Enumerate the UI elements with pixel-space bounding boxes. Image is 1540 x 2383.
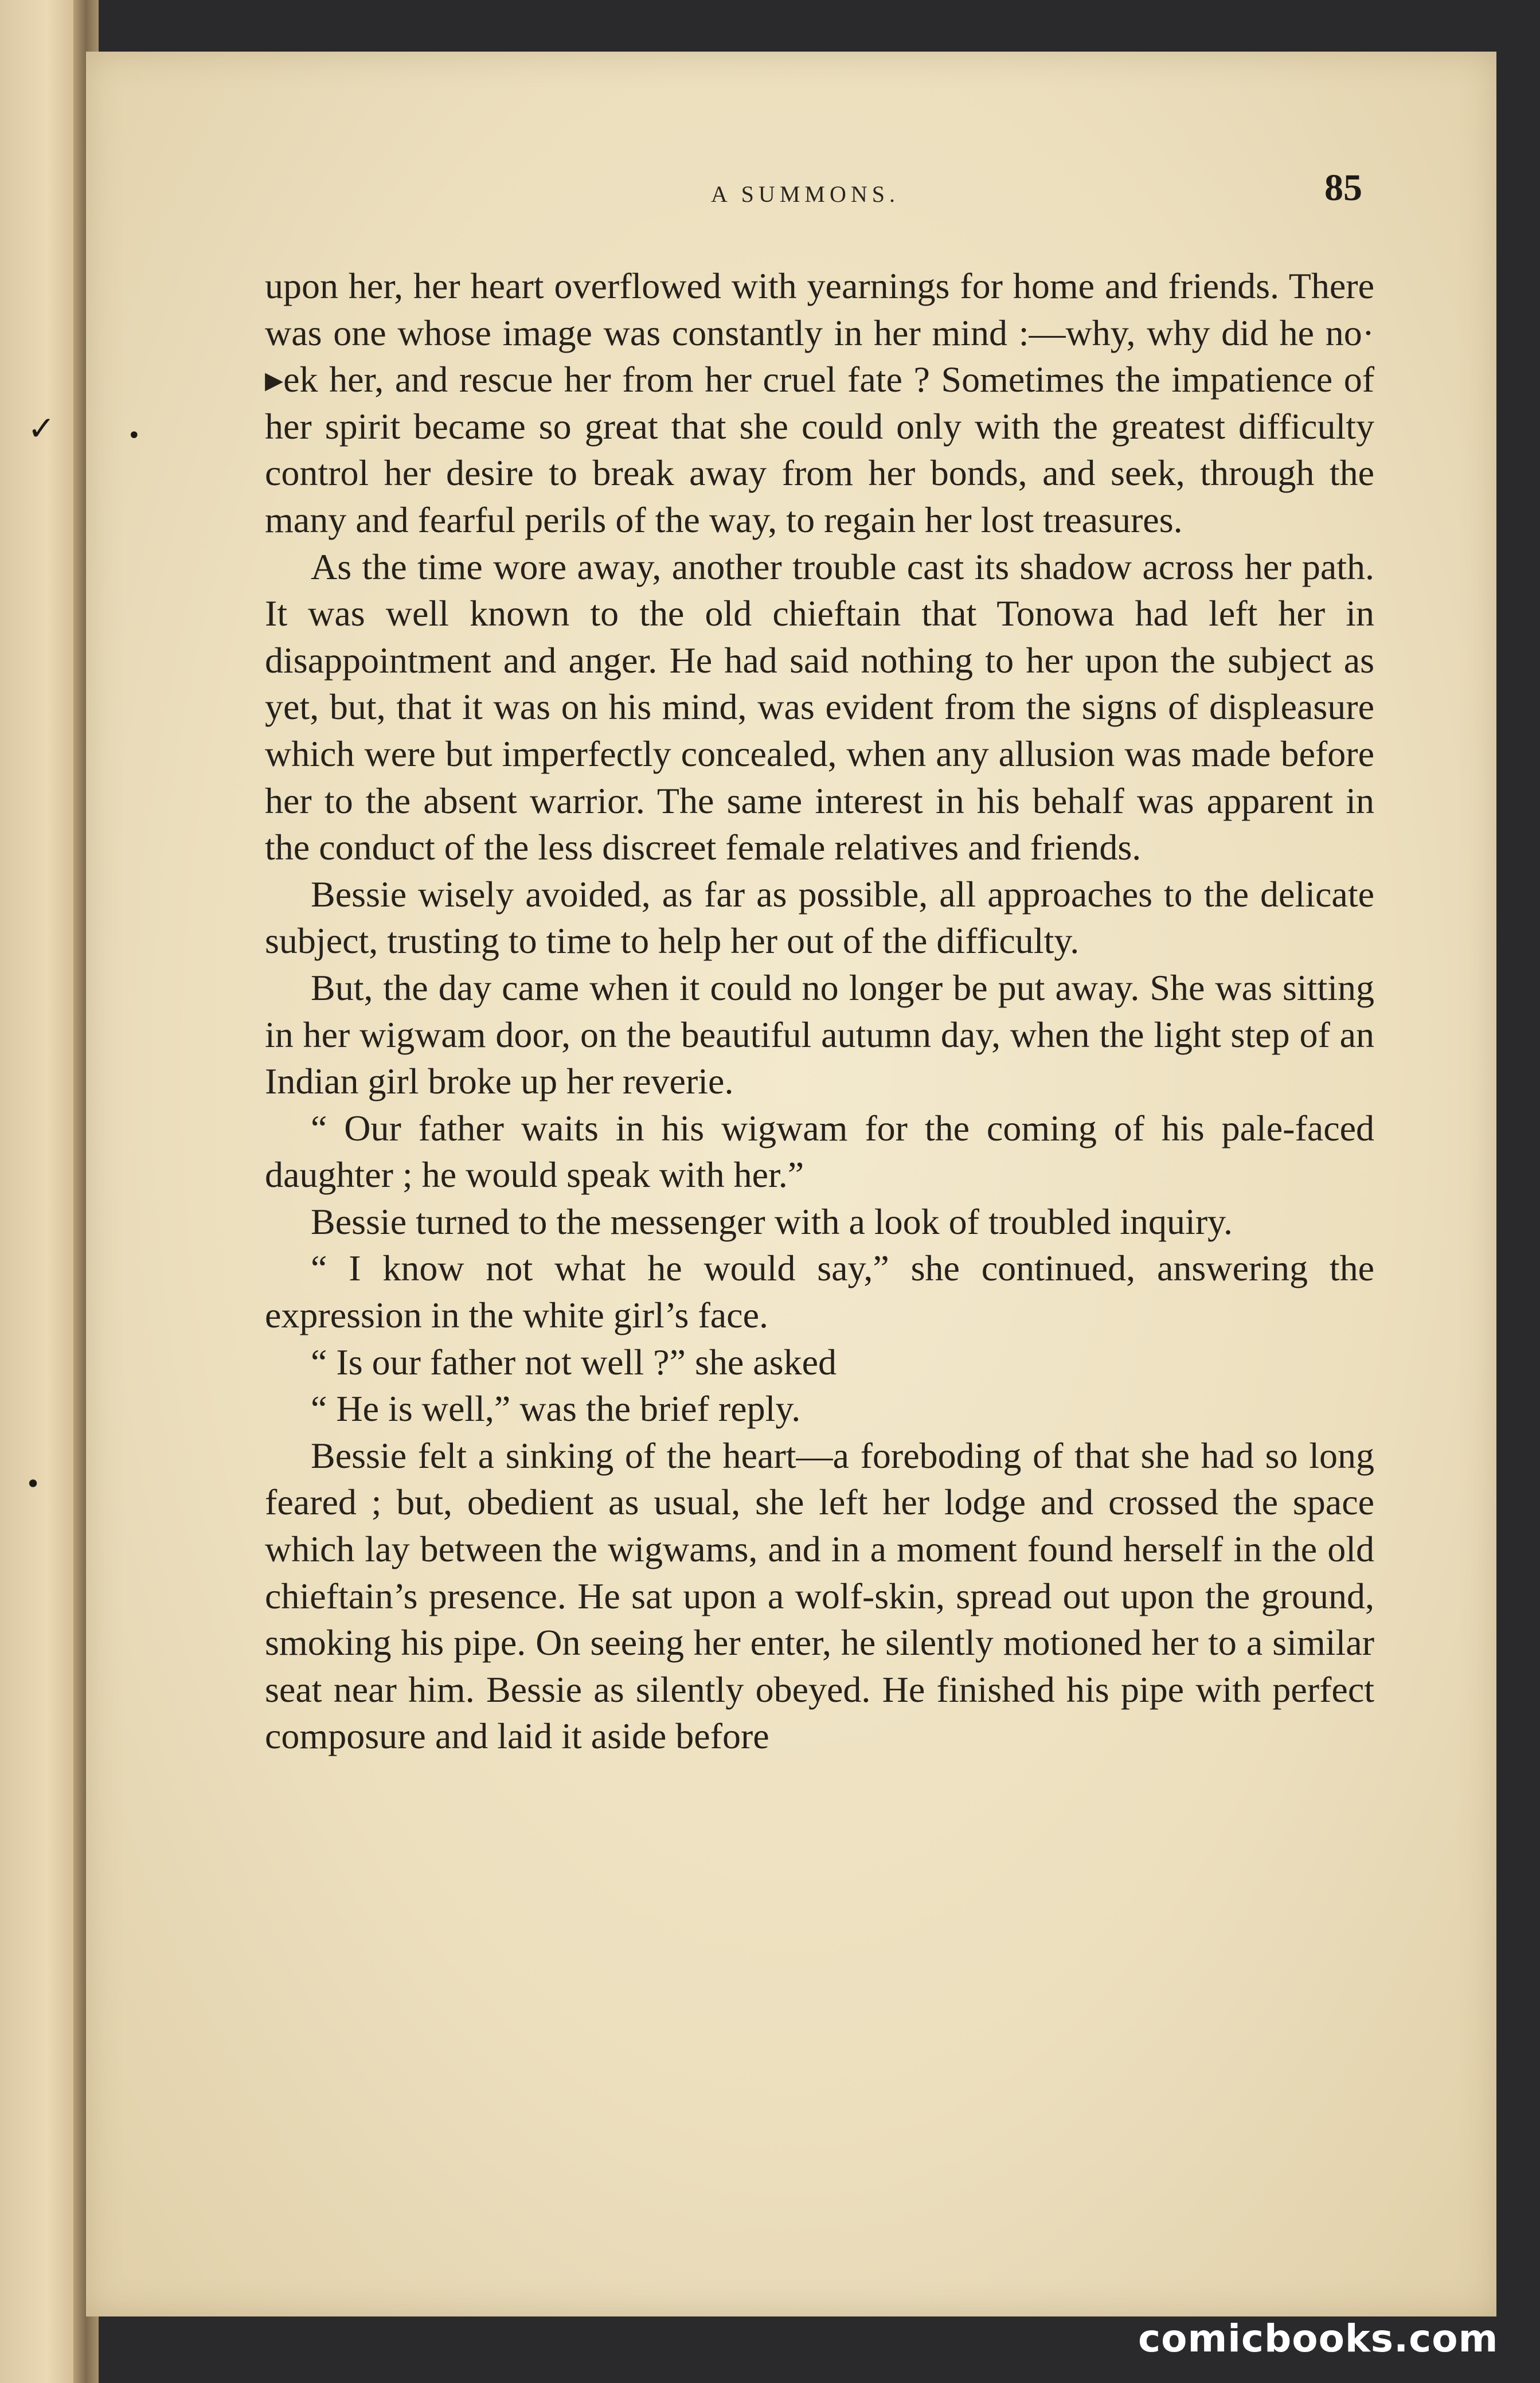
page-number: 85 <box>1324 167 1362 209</box>
margin-check-mark: ✓ <box>28 409 56 448</box>
paragraph: Bessie turned to the messenger with a look of troubled inquiry. <box>311 1201 1233 1242</box>
body-text <box>265 263 1374 1760</box>
paragraph: “ Our father waits in his wigwam for the coming of his pale-faced daughter ; he would speak with her.” <box>265 1107 1374 1196</box>
paragraph: “ He is well,” was the brief reply. <box>311 1388 801 1429</box>
paragraph: Bessie wisely avoided, as far as possible, all approaches to the delicate subject, trusting to time to help her out of the difficulty. <box>265 873 1374 962</box>
paragraph: upon her, her heart overflowed with yearnings for home and friends. There was one whose image was constantly in her mind :—why, why did he no· ▸ek her, and rescue her from her cruel fate ? Sometimes the impatience of her spirit became so great that she could only with the greatest difficulty control her desire to break away from her bonds, and seek, through the many and fearful perils of the way, to regain her lost treasures. <box>265 265 1374 540</box>
paragraph: “ Is our father not well ?” she asked <box>311 1341 837 1382</box>
paragraph: But, the day came when it could no longer be put away. She was sitting in her wigwam door, on the beautiful autumn day, when the light step of an Indian girl broke up her reverie. <box>265 967 1374 1102</box>
paragraph: “ I know not what he would say,” she continued, answering the expression in the white girl’s face. <box>265 1248 1374 1336</box>
running-title: A SUMMONS. <box>711 181 900 207</box>
paragraph: Bessie felt a sinking of the heart—a foreboding of that she had so long feared ; but, obedient as usual, she left her lodge and crossed the space which lay between the wigwams, and in a moment found herself in the old chieftain’s presence. He sat upon a wolf-skin, spread out upon the ground, smoking his pipe. On seeing her enter, he silently motioned her to a similar seat near him. Bessie as silently obeyed. He finished his pipe with perfect composure and laid it aside before <box>265 1435 1374 1757</box>
watermark: comicbooks.com <box>1138 2316 1499 2361</box>
margin-dot: • <box>25 1468 41 1499</box>
paragraph: As the time wore away, another trouble cast its shadow across her path. It was well known to the old chieftain that Tonowa had left her in disappointment and anger. He had said nothing to her upon the subject as yet, but, that it was on his mind, was evident from the signs of displeasure which were but imperfectly concealed, when any allusion was made before her to the absent warrior. The same interest in his behalf was apparent in the conduct of the less discreet female relatives and friends. <box>265 546 1374 868</box>
margin-dot: • <box>127 423 141 449</box>
